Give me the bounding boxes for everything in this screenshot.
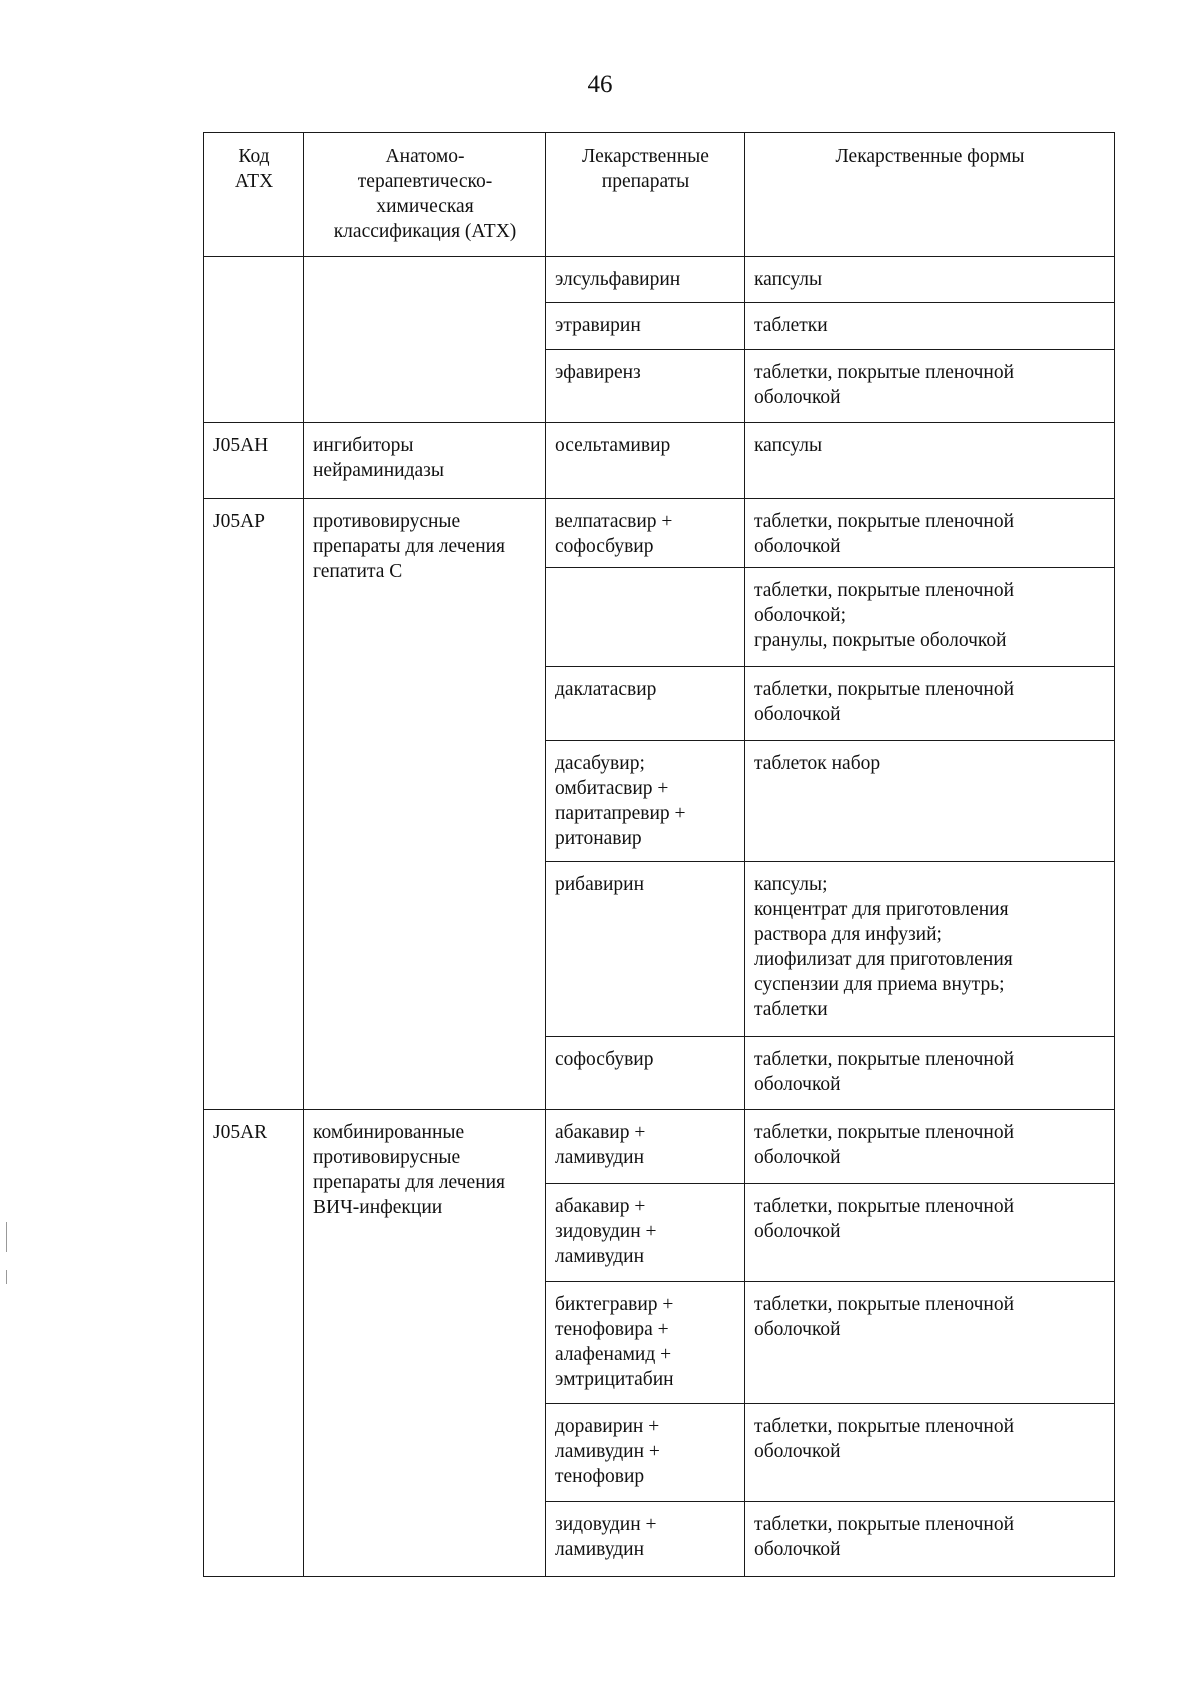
atx-classification-cell: ингибиторы нейраминидазы (304, 423, 546, 499)
form-cell: таблетки, покрытые пленочной оболочкой (745, 1502, 1115, 1577)
drug-cell: зидовудин + ламивудин (546, 1502, 745, 1577)
drug-cell: элсульфавирин (546, 257, 745, 303)
drug-cell: абакавир + ламивудин (546, 1110, 745, 1184)
scan-margin-mark (6, 1270, 7, 1284)
drug-cell (546, 568, 745, 667)
drug-cell: рибавирин (546, 862, 745, 1037)
table-row (204, 257, 1115, 303)
atx-classification-cell: противовирусные препараты для лечения гепатита С (304, 499, 546, 1110)
header-classification: Анатомо- терапевтическо- химическая классификация (АТХ) (304, 133, 546, 257)
form-cell: таблетки, покрытые пленочной оболочкой (745, 667, 1115, 741)
form-cell: таблетки, покрытые пленочной оболочкой (745, 350, 1115, 423)
atx-code-cell (204, 257, 304, 423)
drug-cell: дасабувир; омбитасвир + паритапревир + ритонавир (546, 741, 745, 862)
drug-cell: велпатасвир + софосбувир (546, 499, 745, 568)
table-body (204, 257, 1115, 1577)
drug-cell: биктегравир + тенофовира + алафенамид + эмтрицитабин (546, 1282, 745, 1404)
header-forms: Лекарственные формы (745, 133, 1115, 257)
table-header (204, 133, 1115, 257)
atx-code-cell: J05AP (204, 499, 304, 1110)
header-code: Код АТХ (204, 133, 304, 257)
atx-classification-cell (304, 257, 546, 423)
form-cell: таблетки (745, 303, 1115, 350)
drug-cell: софосбувир (546, 1037, 745, 1110)
drug-cell: этравирин (546, 303, 745, 350)
form-cell: таблеток набор (745, 741, 1115, 862)
drug-cell: эфавиренз (546, 350, 745, 423)
drug-cell: осельтамивир (546, 423, 745, 499)
table-row (204, 1110, 1115, 1184)
atx-code-cell: J05AR (204, 1110, 304, 1577)
form-cell: таблетки, покрытые пленочной оболочкой (745, 1037, 1115, 1110)
scan-margin-mark (6, 1222, 7, 1252)
form-cell: таблетки, покрытые пленочной оболочкой (745, 1282, 1115, 1404)
form-cell: таблетки, покрытые пленочной оболочкой (745, 1404, 1115, 1502)
atx-code-cell: J05AH (204, 423, 304, 499)
form-cell: капсулы (745, 257, 1115, 303)
drug-cell: даклатасвир (546, 667, 745, 741)
form-cell: таблетки, покрытые пленочной оболочкой (745, 499, 1115, 568)
table-header-row (204, 133, 1115, 257)
table-row (204, 499, 1115, 568)
atx-table (203, 132, 1115, 1577)
header-drugs: Лекарственные препараты (546, 133, 745, 257)
atx-classification-cell: комбинированные противовирусные препараты для лечения ВИЧ-инфекции (304, 1110, 546, 1577)
form-cell: таблетки, покрытые пленочной оболочкой (745, 1184, 1115, 1282)
page-number: 46 (587, 71, 613, 98)
form-cell: капсулы (745, 423, 1115, 499)
form-cell: таблетки, покрытые пленочной оболочкой (745, 1110, 1115, 1184)
drug-cell: доравирин + ламивудин + тенофовир (546, 1404, 745, 1502)
form-cell: капсулы; концентрат для приготовления раствора для инфузий; лиофилизат для приготовления суспензии для приема внутрь; таблетки (745, 862, 1115, 1037)
drug-cell: абакавир + зидовудин + ламивудин (546, 1184, 745, 1282)
form-cell: таблетки, покрытые пленочной оболочкой; гранулы, покрытые оболочкой (745, 568, 1115, 667)
table-row (204, 423, 1115, 499)
